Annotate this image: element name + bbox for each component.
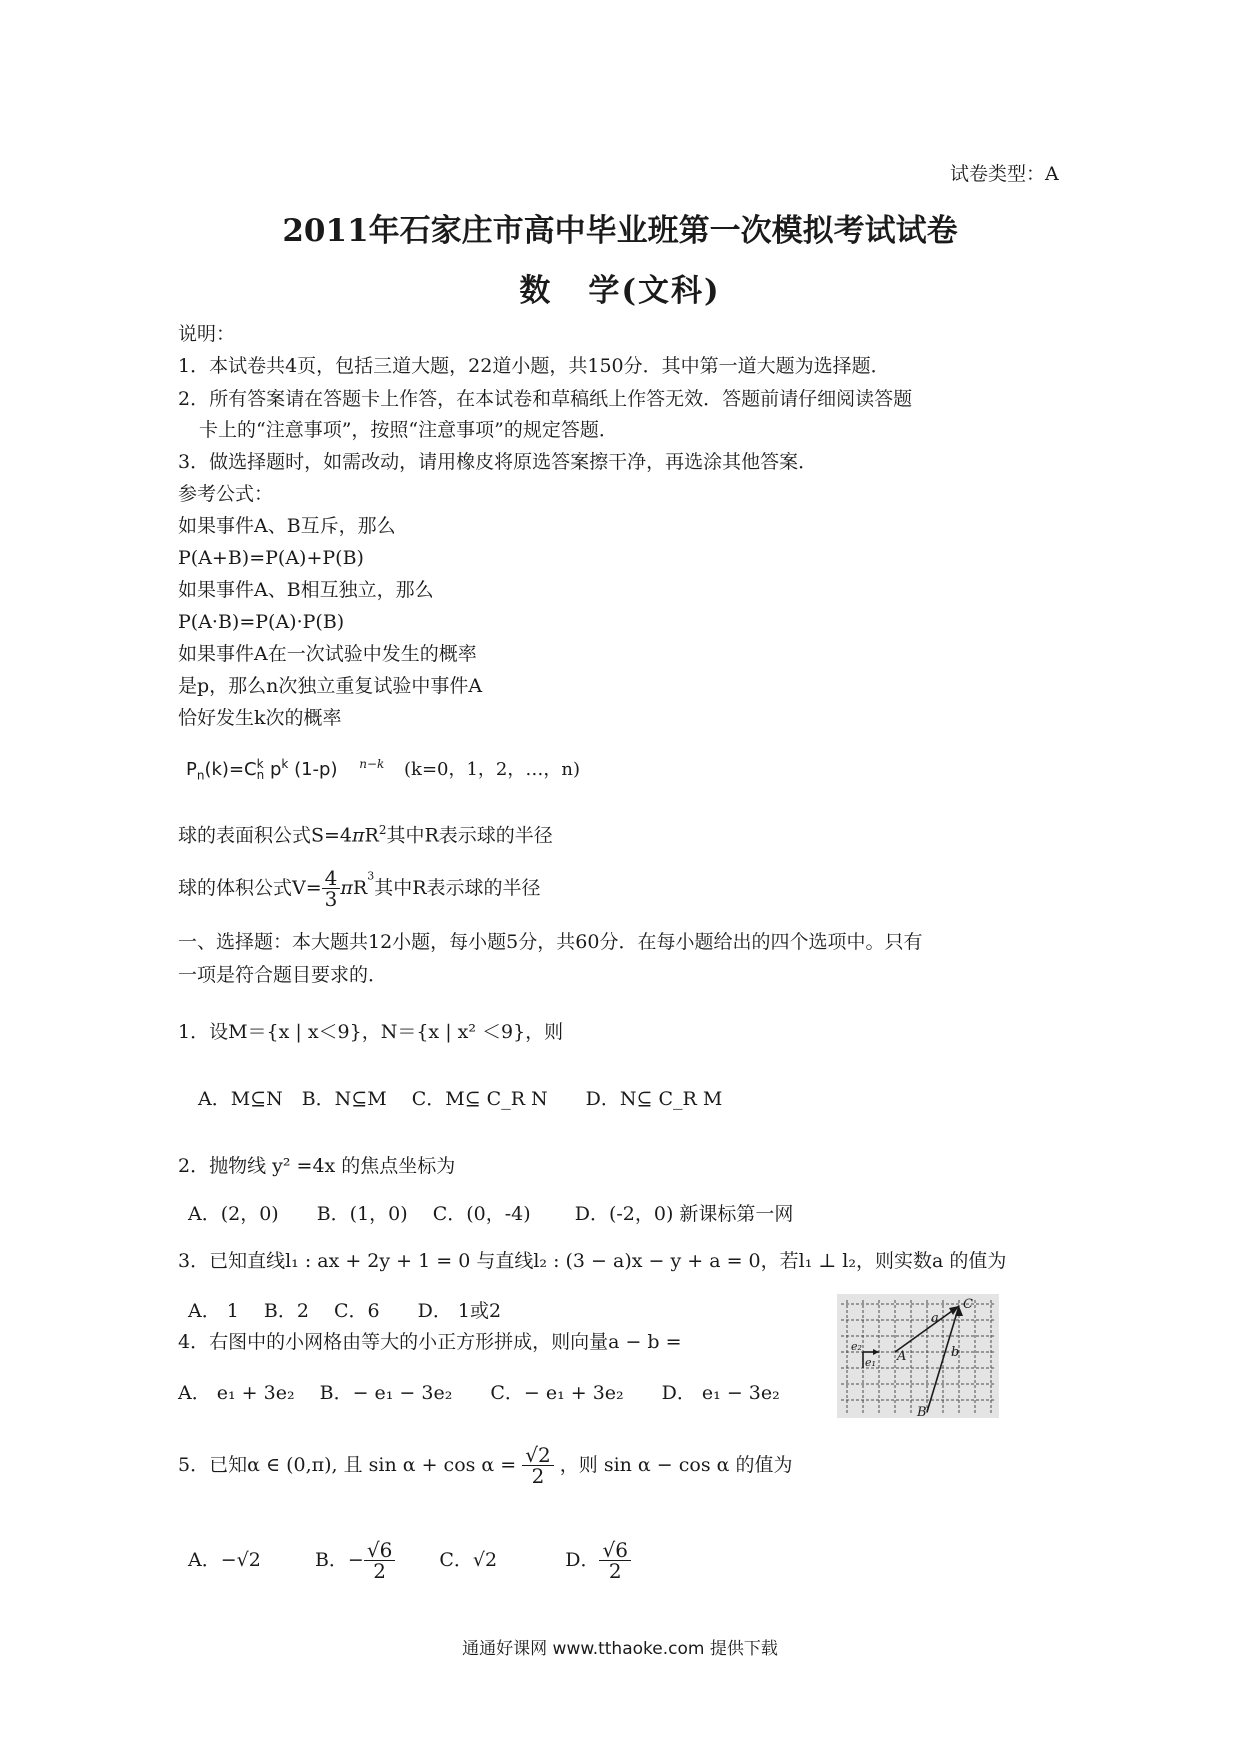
formula-indep-text: 如果事件A、B相互独立，那么 xyxy=(178,579,434,601)
question-5-options xyxy=(188,1540,631,1581)
q5-option-c: C．√2 xyxy=(439,1549,498,1571)
instruction-2-line1: 2．所有答案请在答题卡上作答，在本试卷和草稿纸上作答无效．答题前请仔细阅读答题 xyxy=(178,388,913,410)
q5-stem-post: ，则 sin α − cos α 的值为 xyxy=(559,1454,793,1476)
instruction-1: 1．本试卷共4页，包括三道大题，22道小题，共150分．其中第一道大题为选择题． xyxy=(178,355,890,377)
sphere-vol-sup: 3 xyxy=(367,869,375,883)
binom-sub-n: n xyxy=(196,768,205,783)
figure-label-C: C xyxy=(963,1297,973,1312)
instruction-2-line2: 卡上的“注意事项”，按照“注意事项”的规定答题． xyxy=(199,419,618,441)
formula-mutex: P(A+B)=P(A)+P(B) xyxy=(178,547,364,569)
figure-label-B: B xyxy=(917,1405,927,1418)
question-4-stem: 4．右图中的小网格由等大的小正方形拼成，则向量a − b = xyxy=(178,1331,682,1353)
q5-option-d-den: 2 xyxy=(608,1559,622,1583)
sphere-vol-post: 其中R表示球的半径 xyxy=(374,877,541,899)
q5-option-d-label: D． xyxy=(565,1549,600,1571)
q5-option-b-label: B．− xyxy=(314,1549,364,1571)
binom-sup-k2: k xyxy=(281,757,289,771)
formula-mutex-text: 如果事件A、B互斥，那么 xyxy=(178,515,396,537)
binom-tail: (1-p) xyxy=(294,759,338,780)
section1-heading-line1: 一、选择题：本大题共12小题，每小题5分，共60分．在每小题给出的四个选项中。只有 xyxy=(178,931,923,953)
subtitle-part2: 学(文科) xyxy=(588,273,721,309)
page-footer: 通通好课网 www.tthaoke.com 提供下载 xyxy=(462,1639,778,1659)
exam-subtitle xyxy=(0,265,1240,310)
binom-p: P xyxy=(186,759,197,780)
exam-title: 2011年石家庄市高中毕业班第一次模拟考试试卷 xyxy=(282,213,958,249)
sphere-area-r: R xyxy=(364,824,379,847)
formula-indep: P(A·B)=P(A)·P(B) xyxy=(178,611,345,633)
question-2-options: A．(2，0) B．(1，0) C．(0，-4) D．(-2，0) 新课标第一网 xyxy=(188,1203,794,1225)
formula-binom-text2: 是p，那么n次独立重复试验中事件A xyxy=(178,675,483,697)
question-1-options: A．M⊆N B．N⊆M C．M⊆ C_R N D．N⊆ C_R M xyxy=(198,1088,723,1110)
figure-label-b: b xyxy=(951,1345,960,1360)
formula-sphere-volume xyxy=(178,868,541,909)
sphere-vol-num: 4 xyxy=(322,868,341,889)
instructions-heading: 说明： xyxy=(178,323,236,345)
q5-stem-pre: 5．已知α ∈ (0,π), 且 sin α + cos α = xyxy=(178,1454,517,1476)
q5-option-b-num: √6 xyxy=(364,1540,395,1561)
q5-option-a: A．−√2 xyxy=(188,1549,261,1571)
binom-mid: (k)=C xyxy=(204,759,257,780)
sphere-vol-r: R xyxy=(352,877,368,899)
sphere-vol-pi: π xyxy=(340,877,353,899)
question-2-stem: 2．抛物线 y² =4x 的焦点坐标为 xyxy=(178,1155,456,1177)
instruction-3: 3．做选择题时，如需改动，请用橡皮将原选答案擦干净，再选涂其他答案． xyxy=(178,451,818,473)
question-3-options: A． 1 B．2 C．6 D． 1或2 xyxy=(188,1300,502,1322)
binom-p2: p xyxy=(269,759,282,780)
vector-grid-figure xyxy=(837,1294,999,1418)
sphere-vol-fraction xyxy=(322,868,341,909)
formula-binom-text3: 恰好发生k次的概率 xyxy=(178,707,342,729)
paper-type-label: 试卷类型：A xyxy=(950,163,1059,185)
question-4-options: A． e₁ + 3e₂ B．− e₁ − 3e₂ C．− e₁ + 3e₂ D． e₁ − 3e₂ xyxy=(178,1382,780,1404)
section1-heading-line2: 一项是符合题目要求的． xyxy=(178,964,388,986)
question-5-stem xyxy=(178,1445,793,1486)
q5-option-b-fraction xyxy=(364,1540,395,1581)
sphere-vol-den: 3 xyxy=(324,887,338,911)
figure-label-A: A xyxy=(897,1349,907,1364)
binom-sup-nk: n−k xyxy=(359,757,385,771)
question-3-stem: 3．已知直线l₁ : ax + 2y + 1 = 0 与直线l₂ : (3 − a)x − y + a = 0，若l₁ ⊥ l₂，则实数a 的值为 xyxy=(178,1250,1007,1272)
formula-binomial xyxy=(186,758,580,782)
sphere-area-pre: 球的表面积公式S=4 xyxy=(178,824,353,847)
q5-option-d-num: √6 xyxy=(599,1540,630,1561)
formula-sphere-area xyxy=(178,824,553,845)
binom-sub-n2: n xyxy=(256,768,265,782)
figure-label-e2: e₂ xyxy=(851,1340,862,1353)
formulas-heading: 参考公式： xyxy=(178,483,274,505)
q5-option-d-fraction xyxy=(599,1540,630,1581)
q5-fraction xyxy=(522,1445,553,1486)
formula-binom-text1: 如果事件A在一次试验中发生的概率 xyxy=(178,643,477,665)
q5-option-b-den: 2 xyxy=(373,1559,386,1583)
sphere-vol-pre: 球的体积公式V= xyxy=(178,877,322,899)
subtitle-part1: 数 xyxy=(519,273,553,309)
sphere-area-pi: π xyxy=(352,824,365,847)
q5-frac-num: √2 xyxy=(522,1445,553,1466)
sphere-area-sup: 2 xyxy=(378,823,387,837)
figure-label-a: a xyxy=(931,1311,939,1326)
binom-range: (k=0，1，2，…，n) xyxy=(404,759,580,780)
q5-frac-den: 2 xyxy=(531,1464,545,1488)
question-1-stem: 1．设M＝{x | x＜9}，N＝{x | x² ＜9}，则 xyxy=(178,1021,564,1043)
binom-sup-k: k xyxy=(256,757,264,772)
figure-label-e1: e₁ xyxy=(865,1356,876,1369)
sphere-area-post: 其中R表示球的半径 xyxy=(386,824,553,847)
